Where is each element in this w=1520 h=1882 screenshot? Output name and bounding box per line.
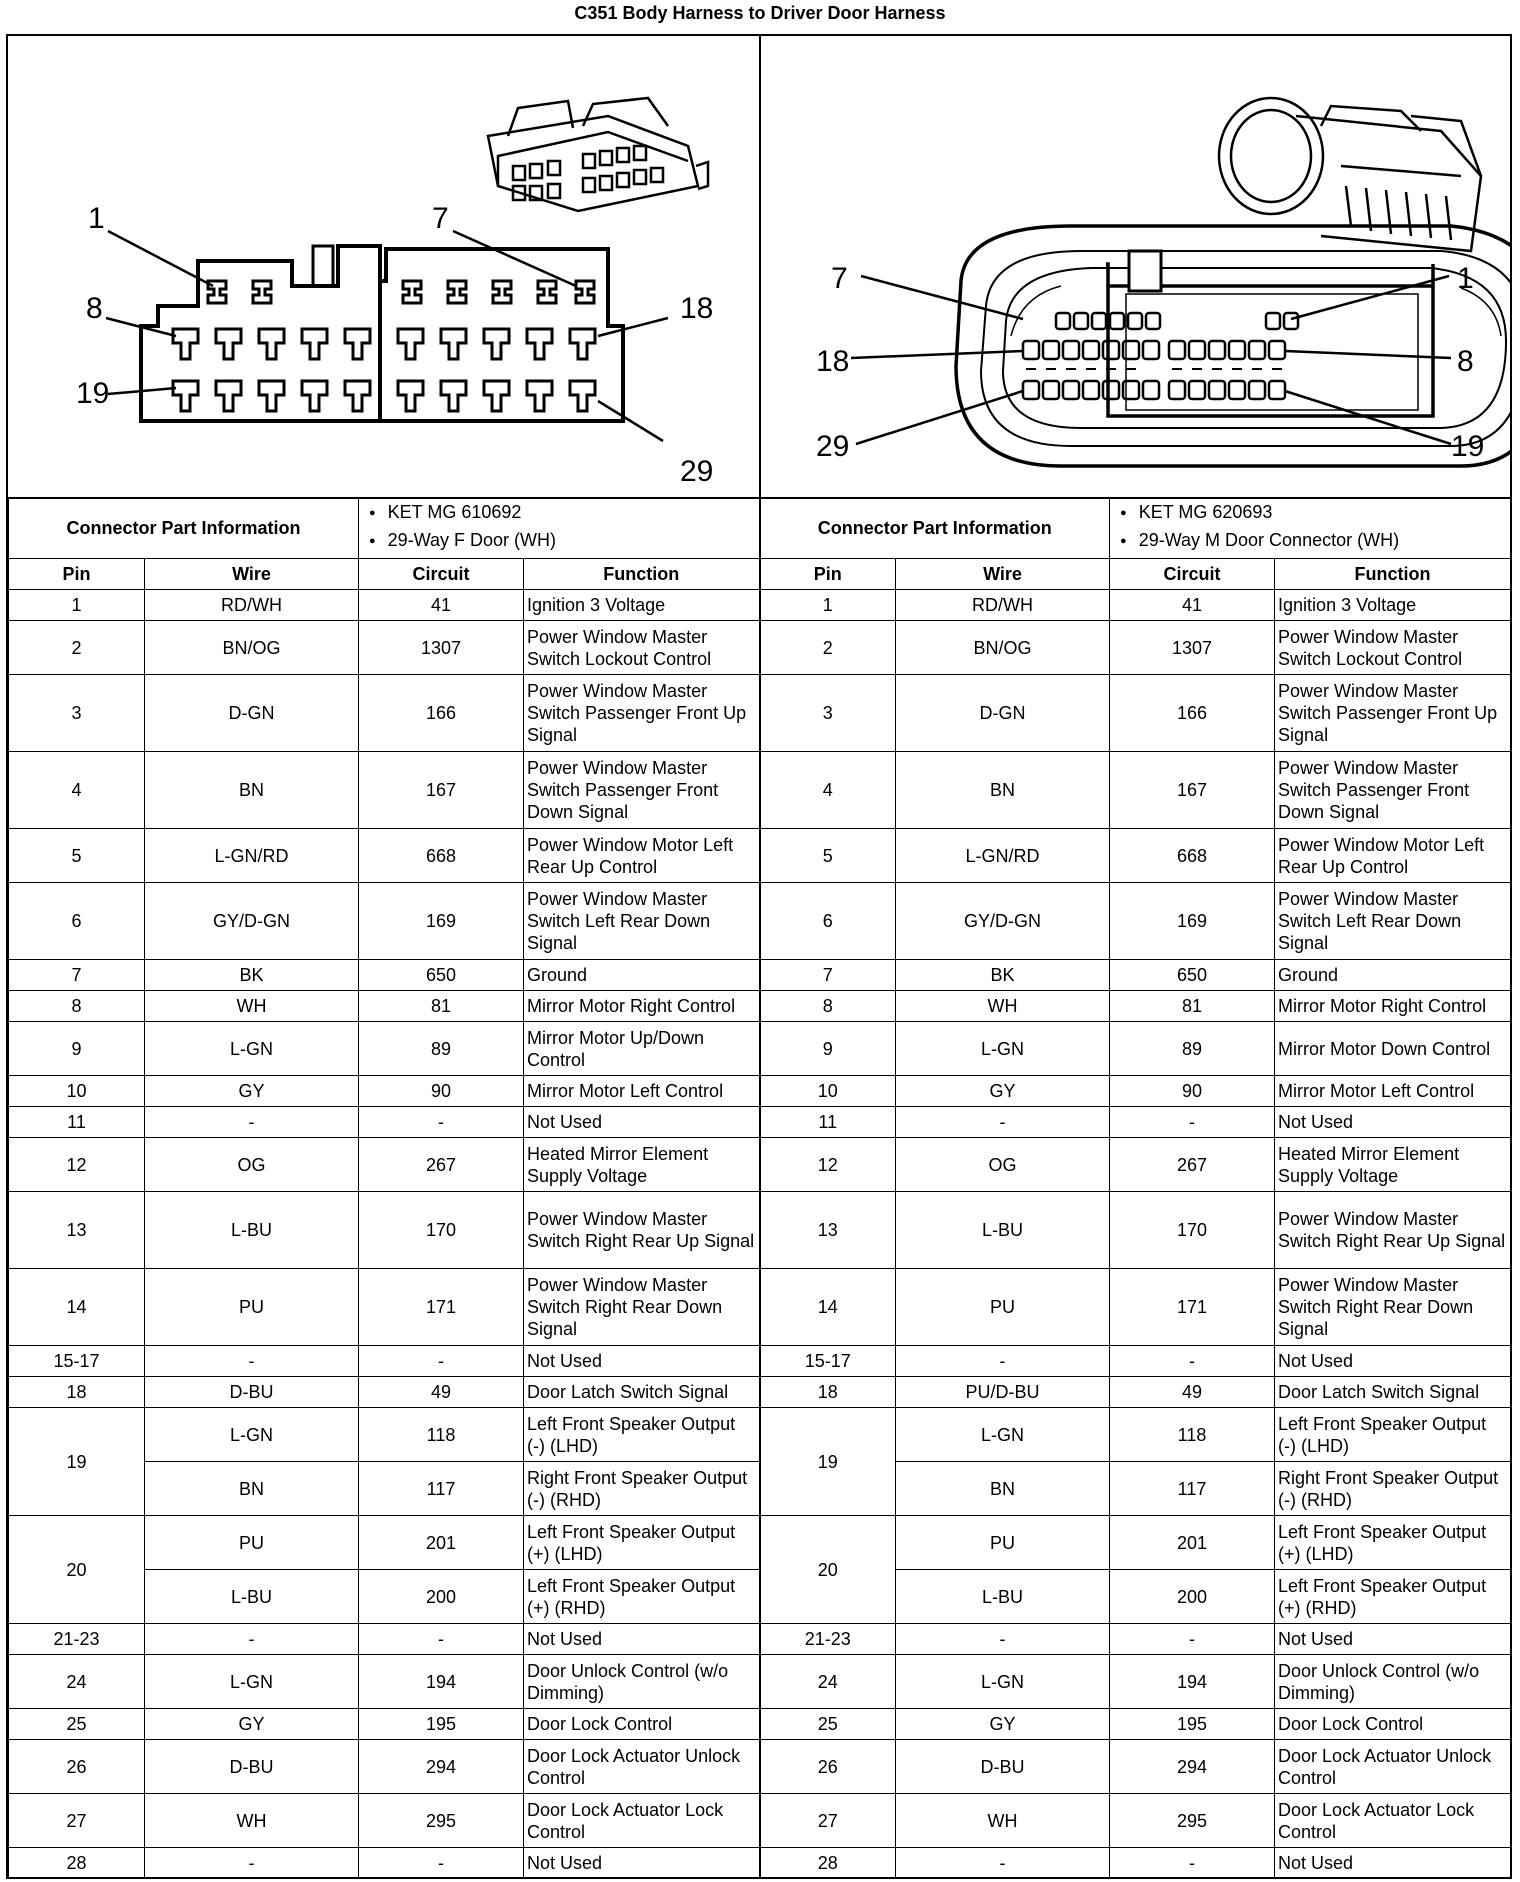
female-callout-29: 29	[680, 455, 714, 488]
left-function-cell: Heated Mirror Element Supply Voltage	[524, 1138, 760, 1192]
right-wire-cell: -	[896, 1107, 1110, 1138]
left-pin-cell: 26	[9, 1740, 145, 1794]
male-connector-diagram	[759, 36, 1510, 497]
left-wire-cell: WH	[145, 1794, 359, 1848]
table-row	[9, 883, 1511, 960]
right-circuit-cell: 89	[1110, 1022, 1275, 1076]
right-pin-cell: 21-23	[760, 1624, 896, 1655]
left-circuit-cell: 89	[359, 1022, 524, 1076]
right-wire-cell: L-GN/RD	[896, 829, 1110, 883]
right-pin-cell: 26	[760, 1740, 896, 1794]
right-pin-cell: 24	[760, 1655, 896, 1709]
male-row-3-cavities	[1023, 381, 1285, 399]
right-wire-cell: BN	[896, 1462, 1110, 1516]
left-header-circuit: Circuit	[359, 559, 524, 590]
left-pin-cell: 25	[9, 1709, 145, 1740]
right-function-cell: Power Window Master Switch Left Rear Down Signal	[1275, 883, 1511, 960]
right-function-cell: Mirror Motor Right Control	[1275, 991, 1511, 1022]
right-circuit-cell: 170	[1110, 1192, 1275, 1269]
table-row	[9, 1192, 1511, 1269]
right-circuit-cell: -	[1110, 1346, 1275, 1377]
right-function-cell: Not Used	[1275, 1624, 1511, 1655]
left-circuit-cell: -	[359, 1848, 524, 1879]
left-circuit-cell: 117	[359, 1462, 524, 1516]
right-pin-cell: 15-17	[760, 1346, 896, 1377]
table-row	[9, 752, 1511, 829]
left-wire-cell: D-GN	[145, 675, 359, 752]
right-header-wire: Wire	[896, 559, 1110, 590]
right-pin-cell: 11	[760, 1107, 896, 1138]
right-circuit-cell: 171	[1110, 1269, 1275, 1346]
right-info-part-number: ● KET MG 620693	[1120, 500, 1510, 528]
male-connector-drawing	[761, 36, 1510, 497]
right-info-list	[1110, 498, 1511, 559]
right-function-cell: Power Window Master Switch Lockout Control	[1275, 621, 1511, 675]
female-connector-diagram	[8, 36, 759, 497]
left-function-cell: Power Window Master Switch Right Rear Up Signal	[524, 1192, 760, 1269]
pinout-table	[8, 497, 1511, 1879]
right-pin-cell: 14	[760, 1269, 896, 1346]
female-callout-7: 7	[432, 202, 449, 235]
left-circuit-cell: -	[359, 1346, 524, 1377]
left-function-cell: Power Window Master Switch Passenger Front Down Signal	[524, 752, 760, 829]
left-function-cell: Power Window Master Switch Right Rear Down Signal	[524, 1269, 760, 1346]
right-wire-cell: GY	[896, 1076, 1110, 1107]
right-pin-cell: 4	[760, 752, 896, 829]
right-wire-cell: PU	[896, 1516, 1110, 1570]
left-pin-cell: 9	[9, 1022, 145, 1076]
right-function-cell: Mirror Motor Down Control	[1275, 1022, 1511, 1076]
female-connector-drawing	[8, 36, 759, 497]
right-header-function: Function	[1275, 559, 1511, 590]
male-callout-18: 18	[816, 345, 850, 378]
left-function-cell: Power Window Master Switch Passenger Front Up Signal	[524, 675, 760, 752]
right-function-cell: Not Used	[1275, 1346, 1511, 1377]
male-callout-7: 7	[831, 262, 848, 295]
right-circuit-cell: 81	[1110, 991, 1275, 1022]
right-pin-cell: 3	[760, 675, 896, 752]
left-info-part-number: ● KET MG 610692	[369, 500, 759, 528]
right-pin-cell: 10	[760, 1076, 896, 1107]
right-pin-cell: 2	[760, 621, 896, 675]
table-row	[9, 590, 1511, 621]
right-pin-cell: 25	[760, 1709, 896, 1740]
left-circuit-cell: 1307	[359, 621, 524, 675]
right-wire-cell: OG	[896, 1138, 1110, 1192]
connector-info-row	[9, 498, 1511, 559]
right-function-cell: Not Used	[1275, 1848, 1511, 1879]
left-circuit-cell: 166	[359, 675, 524, 752]
left-wire-cell: L-GN	[145, 1408, 359, 1462]
right-circuit-cell: 41	[1110, 590, 1275, 621]
right-circuit-cell: 194	[1110, 1655, 1275, 1709]
left-circuit-cell: 171	[359, 1269, 524, 1346]
right-circuit-cell: 117	[1110, 1462, 1275, 1516]
right-function-cell: Power Window Master Switch Passenger Front Up Signal	[1275, 675, 1511, 752]
table-row	[9, 621, 1511, 675]
left-function-cell: Not Used	[524, 1848, 760, 1879]
right-circuit-cell: 294	[1110, 1740, 1275, 1794]
right-function-cell: Door Latch Switch Signal	[1275, 1377, 1511, 1408]
left-info-label: Connector Part Information	[9, 498, 359, 559]
table-row	[9, 1516, 1511, 1570]
right-circuit-cell: 1307	[1110, 621, 1275, 675]
left-circuit-cell: 49	[359, 1377, 524, 1408]
left-function-cell: Not Used	[524, 1624, 760, 1655]
left-circuit-cell: -	[359, 1107, 524, 1138]
left-pin-cell: 10	[9, 1076, 145, 1107]
left-function-cell: Not Used	[524, 1107, 760, 1138]
right-wire-cell: WH	[896, 1794, 1110, 1848]
right-function-cell: Door Unlock Control (w/o Dimming)	[1275, 1655, 1511, 1709]
right-pin-cell: 6	[760, 883, 896, 960]
left-pin-cell: 24	[9, 1655, 145, 1709]
right-circuit-cell: 200	[1110, 1570, 1275, 1624]
left-circuit-cell: 650	[359, 960, 524, 991]
table-row	[9, 1377, 1511, 1408]
column-header-row	[9, 559, 1511, 590]
table-row	[9, 1709, 1511, 1740]
left-header-pin: Pin	[9, 559, 145, 590]
left-wire-cell: GY/D-GN	[145, 883, 359, 960]
right-function-cell: Heated Mirror Element Supply Voltage	[1275, 1138, 1511, 1192]
right-function-cell: Power Window Master Switch Right Rear Down Signal	[1275, 1269, 1511, 1346]
table-row	[9, 829, 1511, 883]
left-wire-cell: L-BU	[145, 1570, 359, 1624]
left-header-wire: Wire	[145, 559, 359, 590]
left-circuit-cell: 200	[359, 1570, 524, 1624]
right-pin-cell: 28	[760, 1848, 896, 1879]
left-function-cell: Left Front Speaker Output (-) (LHD)	[524, 1408, 760, 1462]
left-pin-cell: 1	[9, 590, 145, 621]
right-pin-cell: 9	[760, 1022, 896, 1076]
female-callout-18: 18	[680, 292, 714, 325]
left-wire-cell: OG	[145, 1138, 359, 1192]
left-wire-cell: PU	[145, 1269, 359, 1346]
right-pin-cell: 19	[760, 1408, 896, 1516]
left-circuit-cell: -	[359, 1624, 524, 1655]
left-function-cell: Ground	[524, 960, 760, 991]
right-function-cell: Not Used	[1275, 1107, 1511, 1138]
left-circuit-cell: 294	[359, 1740, 524, 1794]
right-pin-cell: 13	[760, 1192, 896, 1269]
table-row	[9, 960, 1511, 991]
right-wire-cell: L-BU	[896, 1570, 1110, 1624]
table-row	[9, 991, 1511, 1022]
male-row-1-cavities	[1056, 313, 1298, 329]
right-function-cell: Mirror Motor Left Control	[1275, 1076, 1511, 1107]
table-row	[9, 1022, 1511, 1076]
left-circuit-cell: 201	[359, 1516, 524, 1570]
female-callout-1: 1	[88, 202, 105, 235]
left-wire-cell: L-GN/RD	[145, 829, 359, 883]
male-row-2-cavities	[1023, 341, 1285, 359]
left-function-cell: Door Unlock Control (w/o Dimming)	[524, 1655, 760, 1709]
right-wire-cell: -	[896, 1848, 1110, 1879]
left-circuit-cell: 118	[359, 1408, 524, 1462]
right-function-cell: Right Front Speaker Output (-) (RHD)	[1275, 1462, 1511, 1516]
right-wire-cell: BK	[896, 960, 1110, 991]
right-pin-cell: 12	[760, 1138, 896, 1192]
right-function-cell: Door Lock Actuator Unlock Control	[1275, 1740, 1511, 1794]
left-pin-cell: 21-23	[9, 1624, 145, 1655]
left-wire-cell: GY	[145, 1076, 359, 1107]
table-row	[9, 1107, 1511, 1138]
left-function-cell: Right Front Speaker Output (-) (RHD)	[524, 1462, 760, 1516]
left-circuit-cell: 295	[359, 1794, 524, 1848]
right-circuit-cell: -	[1110, 1848, 1275, 1879]
left-wire-cell: L-BU	[145, 1192, 359, 1269]
left-pin-cell: 18	[9, 1377, 145, 1408]
left-wire-cell: RD/WH	[145, 590, 359, 621]
right-info-description: ● 29-Way M Door Connector (WH)	[1120, 528, 1510, 556]
left-pin-cell: 19	[9, 1408, 145, 1516]
right-circuit-cell: 118	[1110, 1408, 1275, 1462]
right-circuit-cell: -	[1110, 1107, 1275, 1138]
right-circuit-cell: 295	[1110, 1794, 1275, 1848]
right-wire-cell: D-GN	[896, 675, 1110, 752]
right-wire-cell: L-BU	[896, 1192, 1110, 1269]
left-pin-cell: 28	[9, 1848, 145, 1879]
right-circuit-cell: 167	[1110, 752, 1275, 829]
right-wire-cell: BN/OG	[896, 621, 1110, 675]
female-callout-19: 19	[76, 377, 110, 410]
left-wire-cell: D-BU	[145, 1740, 359, 1794]
right-function-cell: Power Window Motor Left Rear Up Control	[1275, 829, 1511, 883]
table-row	[9, 1346, 1511, 1377]
right-wire-cell: -	[896, 1346, 1110, 1377]
right-wire-cell: L-GN	[896, 1655, 1110, 1709]
table-row	[9, 1269, 1511, 1346]
table-row	[9, 1740, 1511, 1794]
left-function-cell: Mirror Motor Up/Down Control	[524, 1022, 760, 1076]
right-wire-cell: PU/D-BU	[896, 1377, 1110, 1408]
right-function-cell: Ignition 3 Voltage	[1275, 590, 1511, 621]
left-function-cell: Not Used	[524, 1346, 760, 1377]
female-connector-iso-icon	[488, 98, 708, 211]
female-callout-8: 8	[86, 292, 103, 325]
pinout-table-wrapper	[8, 497, 1510, 1879]
left-circuit-cell: 668	[359, 829, 524, 883]
table-row	[9, 1848, 1511, 1879]
right-function-cell: Door Lock Control	[1275, 1709, 1511, 1740]
right-wire-cell: GY	[896, 1709, 1110, 1740]
female-row-2-cavities	[173, 329, 595, 359]
right-wire-cell: D-BU	[896, 1740, 1110, 1794]
left-pin-cell: 20	[9, 1516, 145, 1624]
right-wire-cell: -	[896, 1624, 1110, 1655]
right-wire-cell: GY/D-GN	[896, 883, 1110, 960]
left-circuit-cell: 169	[359, 883, 524, 960]
left-wire-cell: BN	[145, 1462, 359, 1516]
right-circuit-cell: 90	[1110, 1076, 1275, 1107]
right-wire-cell: BN	[896, 752, 1110, 829]
left-function-cell: Mirror Motor Left Control	[524, 1076, 760, 1107]
right-function-cell: Door Lock Actuator Lock Control	[1275, 1794, 1511, 1848]
left-function-cell: Mirror Motor Right Control	[524, 991, 760, 1022]
left-pin-cell: 4	[9, 752, 145, 829]
left-pin-cell: 7	[9, 960, 145, 991]
right-pin-cell: 20	[760, 1516, 896, 1624]
table-row	[9, 1138, 1511, 1192]
left-wire-cell: -	[145, 1107, 359, 1138]
left-wire-cell: WH	[145, 991, 359, 1022]
male-callout-19: 19	[1451, 430, 1485, 463]
page-title: C351 Body Harness to Driver Door Harness	[574, 3, 946, 23]
left-circuit-cell: 41	[359, 590, 524, 621]
right-wire-cell: RD/WH	[896, 590, 1110, 621]
right-function-cell: Left Front Speaker Output (+) (LHD)	[1275, 1516, 1511, 1570]
left-circuit-cell: 170	[359, 1192, 524, 1269]
right-circuit-cell: -	[1110, 1624, 1275, 1655]
pinout-sheet	[6, 34, 1512, 1879]
right-function-cell: Left Front Speaker Output (-) (LHD)	[1275, 1408, 1511, 1462]
pin-rows	[9, 590, 1511, 1879]
left-function-cell: Power Window Master Switch Left Rear Down Signal	[524, 883, 760, 960]
left-wire-cell: BN/OG	[145, 621, 359, 675]
table-row	[9, 1624, 1511, 1655]
right-info-label: Connector Part Information	[760, 498, 1110, 559]
right-circuit-cell: 49	[1110, 1377, 1275, 1408]
right-circuit-cell: 668	[1110, 829, 1275, 883]
left-wire-cell: -	[145, 1624, 359, 1655]
left-circuit-cell: 81	[359, 991, 524, 1022]
right-pin-cell: 27	[760, 1794, 896, 1848]
left-pin-cell: 13	[9, 1192, 145, 1269]
male-callout-1: 1	[1457, 262, 1474, 295]
left-info-list	[359, 498, 760, 559]
right-wire-cell: WH	[896, 991, 1110, 1022]
right-function-cell: Power Window Master Switch Passenger Front Down Signal	[1275, 752, 1511, 829]
table-row	[9, 1794, 1511, 1848]
left-function-cell: Door Lock Actuator Unlock Control	[524, 1740, 760, 1794]
right-wire-cell: L-GN	[896, 1022, 1110, 1076]
right-circuit-cell: 201	[1110, 1516, 1275, 1570]
right-function-cell: Power Window Master Switch Right Rear Up Signal	[1275, 1192, 1511, 1269]
left-pin-cell: 15-17	[9, 1346, 145, 1377]
left-pin-cell: 5	[9, 829, 145, 883]
right-wire-cell: PU	[896, 1269, 1110, 1346]
left-wire-cell: BK	[145, 960, 359, 991]
right-header-circuit: Circuit	[1110, 559, 1275, 590]
male-callout-8: 8	[1457, 345, 1474, 378]
left-circuit-cell: 267	[359, 1138, 524, 1192]
left-wire-cell: PU	[145, 1516, 359, 1570]
left-wire-cell: L-GN	[145, 1655, 359, 1709]
female-row-1-cavities	[208, 281, 594, 303]
left-wire-cell: -	[145, 1346, 359, 1377]
left-header-function: Function	[524, 559, 760, 590]
left-function-cell: Power Window Master Switch Lockout Control	[524, 621, 760, 675]
right-pin-cell: 18	[760, 1377, 896, 1408]
table-row	[9, 1655, 1511, 1709]
right-pin-cell: 5	[760, 829, 896, 883]
left-pin-cell: 3	[9, 675, 145, 752]
left-circuit-cell: 194	[359, 1655, 524, 1709]
male-callout-29: 29	[816, 430, 850, 463]
left-pin-cell: 2	[9, 621, 145, 675]
left-function-cell: Door Latch Switch Signal	[524, 1377, 760, 1408]
left-wire-cell: GY	[145, 1709, 359, 1740]
left-function-cell: Left Front Speaker Output (+) (RHD)	[524, 1570, 760, 1624]
right-circuit-cell: 169	[1110, 883, 1275, 960]
left-pin-cell: 12	[9, 1138, 145, 1192]
right-circuit-cell: 166	[1110, 675, 1275, 752]
table-row	[9, 675, 1511, 752]
left-pin-cell: 14	[9, 1269, 145, 1346]
left-function-cell: Left Front Speaker Output (+) (LHD)	[524, 1516, 760, 1570]
right-function-cell: Ground	[1275, 960, 1511, 991]
right-circuit-cell: 650	[1110, 960, 1275, 991]
left-circuit-cell: 195	[359, 1709, 524, 1740]
left-wire-cell: BN	[145, 752, 359, 829]
right-circuit-cell: 267	[1110, 1138, 1275, 1192]
right-pin-cell: 1	[760, 590, 896, 621]
left-pin-cell: 6	[9, 883, 145, 960]
table-row	[9, 1076, 1511, 1107]
left-function-cell: Power Window Motor Left Rear Up Control	[524, 829, 760, 883]
table-row	[9, 1408, 1511, 1462]
right-pin-cell: 7	[760, 960, 896, 991]
left-function-cell: Ignition 3 Voltage	[524, 590, 760, 621]
left-pin-cell: 27	[9, 1794, 145, 1848]
left-function-cell: Door Lock Control	[524, 1709, 760, 1740]
left-circuit-cell: 167	[359, 752, 524, 829]
female-row-3-cavities	[173, 381, 595, 411]
right-wire-cell: L-GN	[896, 1408, 1110, 1462]
left-pin-cell: 11	[9, 1107, 145, 1138]
right-header-pin: Pin	[760, 559, 896, 590]
left-wire-cell: D-BU	[145, 1377, 359, 1408]
left-wire-cell: -	[145, 1848, 359, 1879]
left-info-description: ● 29-Way F Door (WH)	[369, 528, 759, 556]
left-wire-cell: L-GN	[145, 1022, 359, 1076]
right-function-cell: Left Front Speaker Output (+) (RHD)	[1275, 1570, 1511, 1624]
male-connector-iso-icon	[1219, 98, 1481, 251]
right-circuit-cell: 195	[1110, 1709, 1275, 1740]
connector-diagrams	[8, 36, 1510, 499]
right-pin-cell: 8	[760, 991, 896, 1022]
left-function-cell: Door Lock Actuator Lock Control	[524, 1794, 760, 1848]
left-pin-cell: 8	[9, 991, 145, 1022]
left-circuit-cell: 90	[359, 1076, 524, 1107]
